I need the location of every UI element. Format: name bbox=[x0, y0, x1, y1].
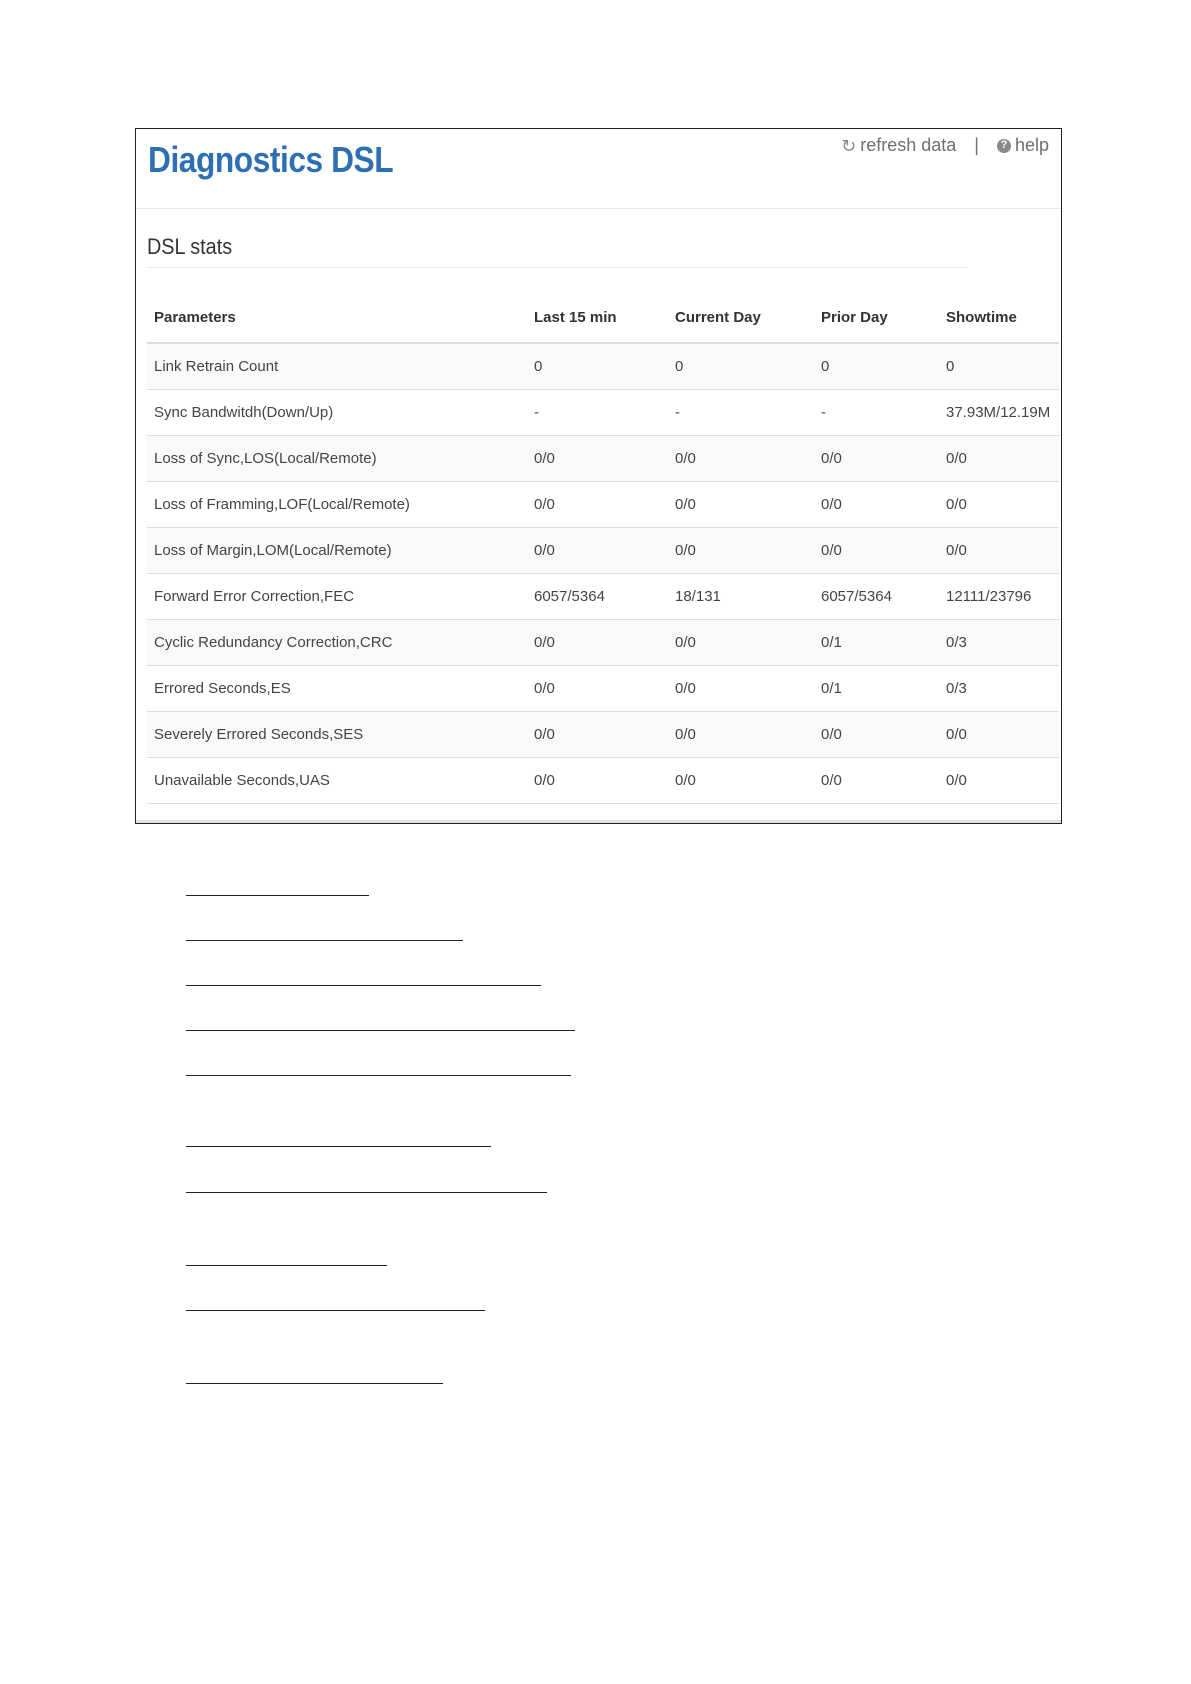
table-cell: 0/0 bbox=[527, 482, 668, 528]
table-cell: 12111/23796 bbox=[939, 574, 1059, 620]
table-cell: 18/131 bbox=[668, 574, 814, 620]
column-header: Showtime bbox=[939, 292, 1059, 343]
section-title: DSL stats bbox=[147, 208, 968, 268]
table-cell: 0/0 bbox=[939, 712, 1059, 758]
panel-header bbox=[136, 129, 1061, 209]
table-row bbox=[147, 482, 1059, 528]
answer-line[interactable] bbox=[186, 1146, 491, 1147]
help-label: help bbox=[1014, 135, 1049, 155]
dsl-stats-section bbox=[147, 208, 1059, 804]
table-cell: 0/0 bbox=[814, 482, 939, 528]
answer-line[interactable] bbox=[186, 895, 369, 896]
table-cell: 0/0 bbox=[814, 758, 939, 804]
help-link[interactable] bbox=[997, 135, 1049, 156]
table-cell: 0 bbox=[814, 343, 939, 390]
answer-line[interactable] bbox=[186, 985, 541, 986]
table-cell: 0/0 bbox=[527, 528, 668, 574]
header-separator: | bbox=[974, 135, 979, 155]
table-cell: - bbox=[527, 390, 668, 436]
column-header: Parameters bbox=[147, 292, 527, 343]
column-header: Current Day bbox=[668, 292, 814, 343]
table-cell: 0/0 bbox=[814, 528, 939, 574]
table-row bbox=[147, 620, 1059, 666]
table-row bbox=[147, 343, 1059, 390]
answer-line[interactable] bbox=[186, 1310, 485, 1311]
table-cell: 0/0 bbox=[527, 712, 668, 758]
table-cell: Unavailable Seconds,UAS bbox=[147, 758, 527, 804]
table-cell: Severely Errored Seconds,SES bbox=[147, 712, 527, 758]
table-header-row bbox=[147, 292, 1059, 343]
table-cell: 37.93M/12.19M bbox=[939, 390, 1059, 436]
answer-line[interactable] bbox=[186, 1075, 571, 1076]
refresh-icon: ↻ bbox=[841, 135, 857, 156]
table-cell: 0/0 bbox=[668, 666, 814, 712]
table-cell: Link Retrain Count bbox=[147, 343, 527, 390]
table-cell: Sync Bandwitdh(Down/Up) bbox=[147, 390, 527, 436]
table-cell: 0/0 bbox=[527, 666, 668, 712]
table-cell: Forward Error Correction,FEC bbox=[147, 574, 527, 620]
table-cell: 0/0 bbox=[939, 482, 1059, 528]
table-cell: 0/0 bbox=[668, 528, 814, 574]
table-cell: 0/0 bbox=[527, 758, 668, 804]
answer-line[interactable] bbox=[186, 1192, 547, 1193]
table-cell: 0/1 bbox=[814, 666, 939, 712]
table-cell: 0 bbox=[939, 343, 1059, 390]
table-cell: - bbox=[814, 390, 939, 436]
table-row bbox=[147, 436, 1059, 482]
answer-line[interactable] bbox=[186, 1383, 443, 1384]
table-cell: 0 bbox=[527, 343, 668, 390]
table-cell: 6057/5364 bbox=[527, 574, 668, 620]
table-cell: Cyclic Redundancy Correction,CRC bbox=[147, 620, 527, 666]
table-cell: 0/0 bbox=[668, 620, 814, 666]
answer-line[interactable] bbox=[186, 940, 463, 941]
table-row bbox=[147, 574, 1059, 620]
diagnostics-panel bbox=[135, 128, 1062, 824]
table-cell: 0/0 bbox=[668, 758, 814, 804]
table-row bbox=[147, 712, 1059, 758]
answer-line[interactable] bbox=[186, 1030, 575, 1031]
header-actions bbox=[841, 135, 1049, 156]
table-cell: 0/0 bbox=[939, 436, 1059, 482]
table-cell: 0 bbox=[668, 343, 814, 390]
column-header: Prior Day bbox=[814, 292, 939, 343]
table-row bbox=[147, 528, 1059, 574]
table-cell: 6057/5364 bbox=[814, 574, 939, 620]
table-cell: 0/0 bbox=[527, 620, 668, 666]
table-cell: 0/0 bbox=[668, 482, 814, 528]
table-cell: Errored Seconds,ES bbox=[147, 666, 527, 712]
table-cell: Loss of Margin,LOM(Local/Remote) bbox=[147, 528, 527, 574]
help-icon: ? bbox=[997, 139, 1011, 153]
table-cell: - bbox=[668, 390, 814, 436]
refresh-data-link[interactable] bbox=[841, 135, 956, 156]
table-cell: 0/0 bbox=[939, 758, 1059, 804]
refresh-data-label: refresh data bbox=[860, 135, 957, 155]
page-title: Diagnostics DSL bbox=[148, 139, 394, 180]
table-cell: 0/1 bbox=[814, 620, 939, 666]
table-cell: 0/3 bbox=[939, 666, 1059, 712]
table-cell: Loss of Framming,LOF(Local/Remote) bbox=[147, 482, 527, 528]
table-cell: Loss of Sync,LOS(Local/Remote) bbox=[147, 436, 527, 482]
table-cell: 0/0 bbox=[527, 436, 668, 482]
table-row bbox=[147, 758, 1059, 804]
table-row bbox=[147, 666, 1059, 712]
table-cell: 0/0 bbox=[668, 712, 814, 758]
table-cell: 0/3 bbox=[939, 620, 1059, 666]
table-cell: 0/0 bbox=[668, 436, 814, 482]
table-row bbox=[147, 390, 1059, 436]
dsl-stats-table bbox=[147, 292, 1059, 804]
column-header: Last 15 min bbox=[527, 292, 668, 343]
table-cell: 0/0 bbox=[814, 436, 939, 482]
panel-bottom-rule bbox=[136, 820, 1061, 823]
table-cell: 0/0 bbox=[939, 528, 1059, 574]
table-cell: 0/0 bbox=[814, 712, 939, 758]
answer-line[interactable] bbox=[186, 1265, 387, 1266]
